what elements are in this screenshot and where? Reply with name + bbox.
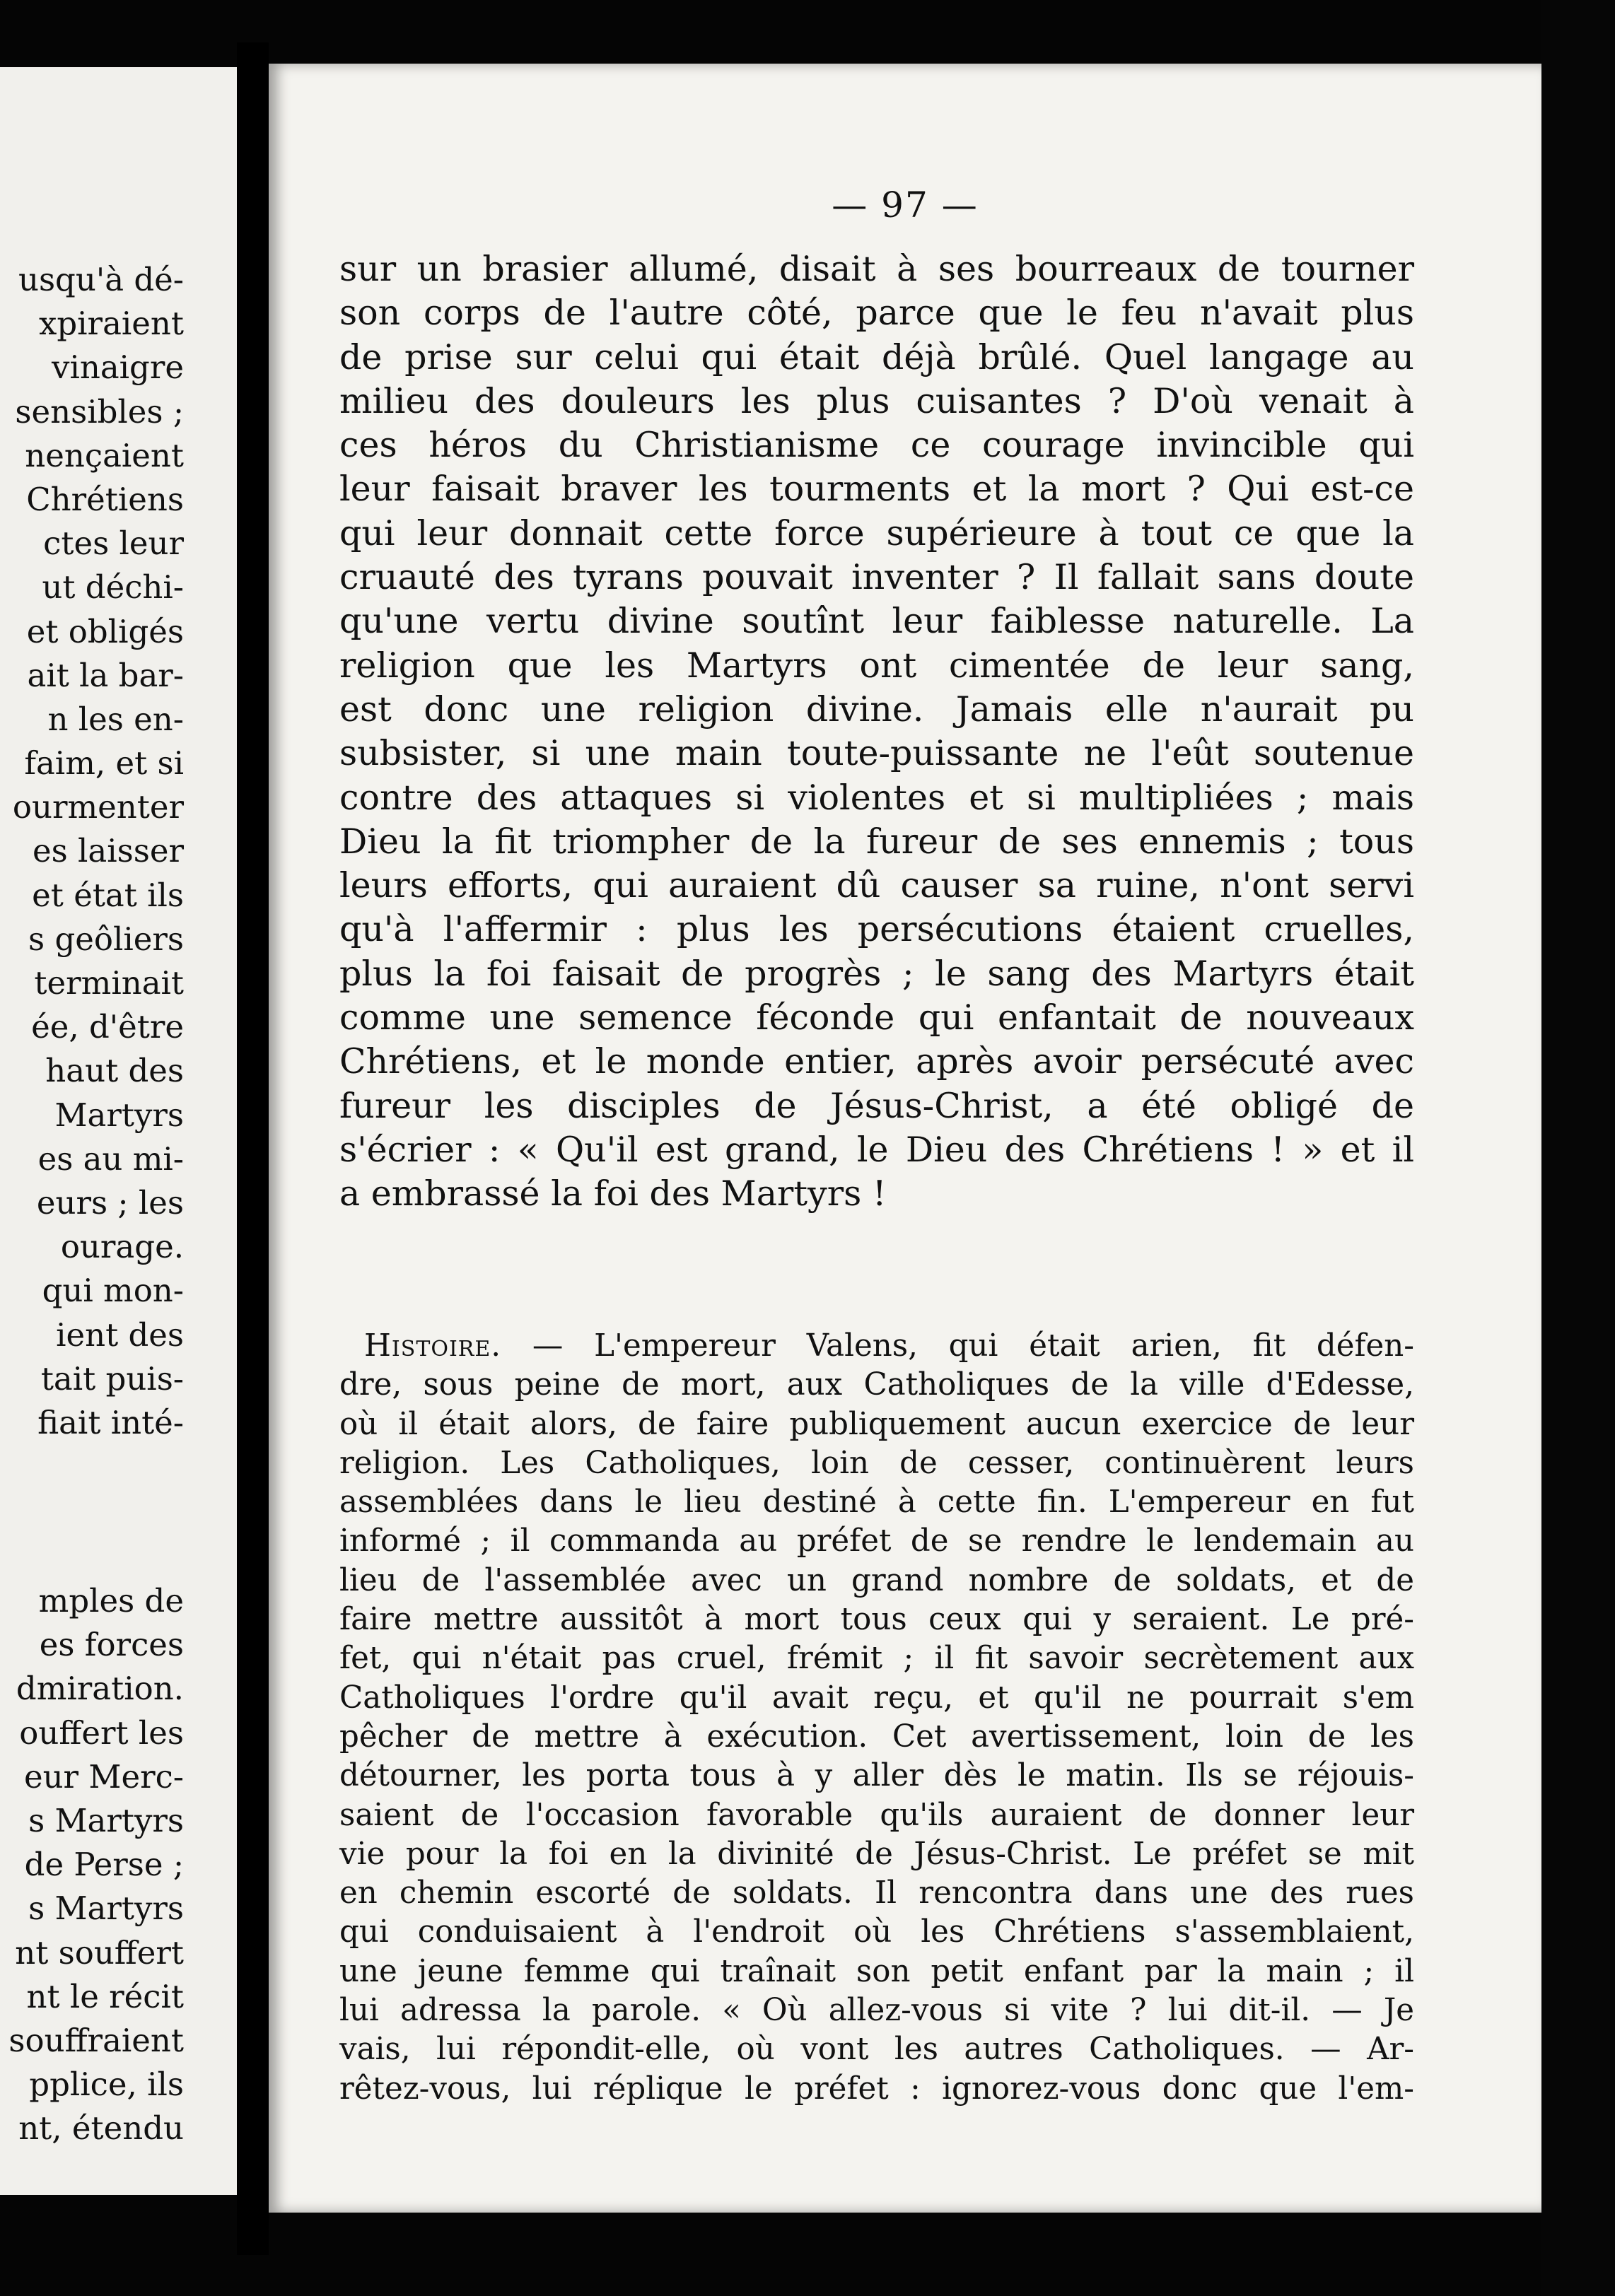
left-line: ée, d'être [31, 1008, 184, 1046]
histoire-line: informé ; il commanda au préfet de se rendre le lendemain au [339, 1523, 1414, 1559]
scan-right-edge [1541, 0, 1615, 2296]
text-line: fureur les disciples de Jésus-Christ, a été obligé de [339, 1085, 1414, 1126]
left-line: fiait inté- [37, 1403, 184, 1441]
text-line: qui leur donnait cette force supérieure à tout ce que la [339, 512, 1414, 554]
histoire-line: vais, lui répondit-elle, où vont les autres Catholiques. — Ar- [339, 2032, 1414, 2068]
left-page-fragment [0, 67, 237, 2195]
text-line: Chrétiens, et le monde entier, après avoir persécuté avec [339, 1041, 1414, 1082]
left-line: pplice, ils [29, 2066, 184, 2104]
histoire-label: Histoire. [364, 1328, 502, 1364]
text-line: son corps de l'autre côté, parce que le feu n'avait plus [339, 293, 1414, 334]
left-line: Martyrs [54, 1096, 184, 1134]
text-line: subsister, si une main toute-puissante ne l'eût soutenue [339, 733, 1414, 774]
text-line: milieu des douleurs les plus cuisantes ? D'où venait à [339, 380, 1414, 421]
left-line: nençaient [25, 436, 184, 474]
histoire-line: rêtez-vous, lui réplique le préfet : ignorez-vous donc que l'em- [339, 2070, 1414, 2107]
text-line: contre des attaques si violentes et si multipliées ; mais [339, 777, 1414, 818]
left-line: haut des [45, 1052, 184, 1090]
text-line: ces héros du Christianisme ce courage invincible qui [339, 425, 1414, 466]
left-line: tait puis- [40, 1359, 184, 1398]
histoire-line: qui conduisaient à l'endroit où les Chrétiens s'assemblaient, [339, 1914, 1414, 1950]
left-line: ourage. [60, 1228, 184, 1266]
histoire-line: une jeune femme qui traînait son petit enfant par la main ; il [339, 1953, 1414, 1989]
left-line: de Perse ; [24, 1846, 184, 1884]
left-line: et obligés [26, 612, 184, 650]
left-line: mples de [38, 1582, 184, 1620]
left-line: nt souffert [15, 1933, 184, 1972]
histoire-line: où il était alors, de faire publiquement aucun exercice de leur [339, 1406, 1414, 1442]
histoire-line: vie pour la foi en la divinité de Jésus-Christ. Le préfet se mit [339, 1836, 1414, 1872]
text-line: de prise sur celui qui était déjà brûlé. Quel langage au [339, 336, 1414, 377]
left-line: faim, et si [24, 744, 184, 783]
left-page-text [0, 258, 184, 2151]
text-line: qu'à l'affermir : plus les persécutions étaient cruelles, [339, 909, 1414, 950]
left-line: vinaigre [52, 348, 184, 387]
left-line: dmiration. [16, 1670, 184, 1708]
left-line: s Martyrs [28, 1802, 184, 1839]
histoire-first-line-text: — L'empereur Valens, qui était arien, fit défen- [501, 1328, 1414, 1364]
text-line: plus la foi faisait de progrès ; le sang des Martyrs était [339, 953, 1414, 994]
text-line: est donc une religion divine. Jamais elle n'aurait pu [339, 689, 1414, 730]
text-line: cruauté des tyrans pouvait inventer ? Il fallait sans doute [339, 557, 1414, 598]
left-line: s geôliers [28, 920, 184, 958]
left-line: xpiraient [38, 305, 184, 343]
left-line: es au mi- [37, 1140, 184, 1178]
left-line: n les en- [47, 700, 184, 738]
left-line: nt, étendu [18, 2109, 184, 2148]
left-line: Chrétiens [26, 480, 184, 518]
histoire-line: dre, sous peine de mort, aux Catholiques de la ville d'Edesse, [339, 1367, 1414, 1403]
histoire-line: fet, qui n'était pas cruel, frémit ; il fit savoir secrètement aux [339, 1641, 1414, 1677]
left-line: et état ils [32, 876, 184, 914]
text-line: Dieu la fit triompher de la fureur de ses ennemis ; tous [339, 821, 1414, 862]
main-paragraph [339, 247, 1414, 1217]
histoire-line: pêcher de mettre à exécution. Cet avertissement, loin de les [339, 1718, 1414, 1755]
text-line: leurs efforts, qui auraient dû causer sa ruine, n'ont servi [339, 865, 1414, 906]
left-line: es laisser [33, 832, 184, 870]
left-line: ut déchi- [42, 568, 184, 607]
left-line: ient des [56, 1316, 184, 1354]
histoire-line: lui adressa la parole. « Où allez-vous si vite ? lui dit-il. — Je [339, 1993, 1414, 2029]
text-line: religion que les Martyrs ont cimentée de leur sang, [339, 645, 1414, 686]
histoire-paragraph [339, 1327, 1414, 2109]
left-line: eur Merc- [23, 1757, 184, 1796]
text-line: qu'une vertu divine soutînt leur faiblesse naturelle. La [339, 601, 1414, 642]
left-line: souffraient [8, 2021, 184, 2059]
histoire-line: assemblées dans le lieu destiné à cette fin. L'empereur en fut [339, 1484, 1414, 1521]
left-line: nt le récit [26, 1977, 184, 2015]
left-line: ourmenter [12, 788, 184, 826]
histoire-line: en chemin escorté de soldats. Il rencontra dans une des rues [339, 1875, 1414, 1911]
histoire-line: détourner, les porta tous à y aller dès le matin. Ils se réjouis- [339, 1758, 1414, 1794]
text-line: comme une semence féconde qui enfantait de nouveaux [339, 997, 1414, 1038]
text-line: sur un brasier allumé, disait à ses bourreaux de tourner [339, 249, 1414, 289]
left-line: ouffert les [19, 1714, 184, 1752]
book-gutter [237, 42, 269, 2255]
left-line: qui mon- [42, 1272, 184, 1310]
histoire-line: Catholiques l'ordre qu'il avait reçu, et qu'il ne pourrait s'em [339, 1680, 1414, 1716]
histoire-first-line [339, 1327, 1414, 1366]
left-line: eurs ; les [36, 1183, 184, 1222]
histoire-line: religion. Les Catholiques, loin de cesser, continuèrent leurs [339, 1445, 1414, 1481]
left-line: es forces [39, 1626, 184, 1664]
page-number: — 97 — [832, 184, 979, 226]
histoire-line: lieu de l'assemblée avec un grand nombre de soldats, et de [339, 1562, 1414, 1598]
left-line: ctes leur [43, 525, 184, 563]
text-line: s'écrier : « Qu'il est grand, le Dieu des Chrétiens ! » et il [339, 1129, 1414, 1170]
text-line: leur faisait braver les tourments et la mort ? Qui est-ce [339, 469, 1414, 510]
histoire-line: faire mettre aussitôt à mort tous ceux qui y seraient. Le pré- [339, 1602, 1414, 1638]
left-line: sensibles ; [15, 392, 184, 430]
left-line: ait la bar- [27, 656, 184, 694]
text-line: a embrassé la foi des Martyrs ! [339, 1173, 887, 1214]
left-line: terminait [34, 964, 184, 1002]
left-line: usqu'à dé- [18, 261, 184, 298]
left-line: s Martyrs [28, 1890, 184, 1928]
histoire-line: saient de l'occasion favorable qu'ils auraient de donner leur [339, 1797, 1414, 1833]
right-page [269, 64, 1541, 2213]
